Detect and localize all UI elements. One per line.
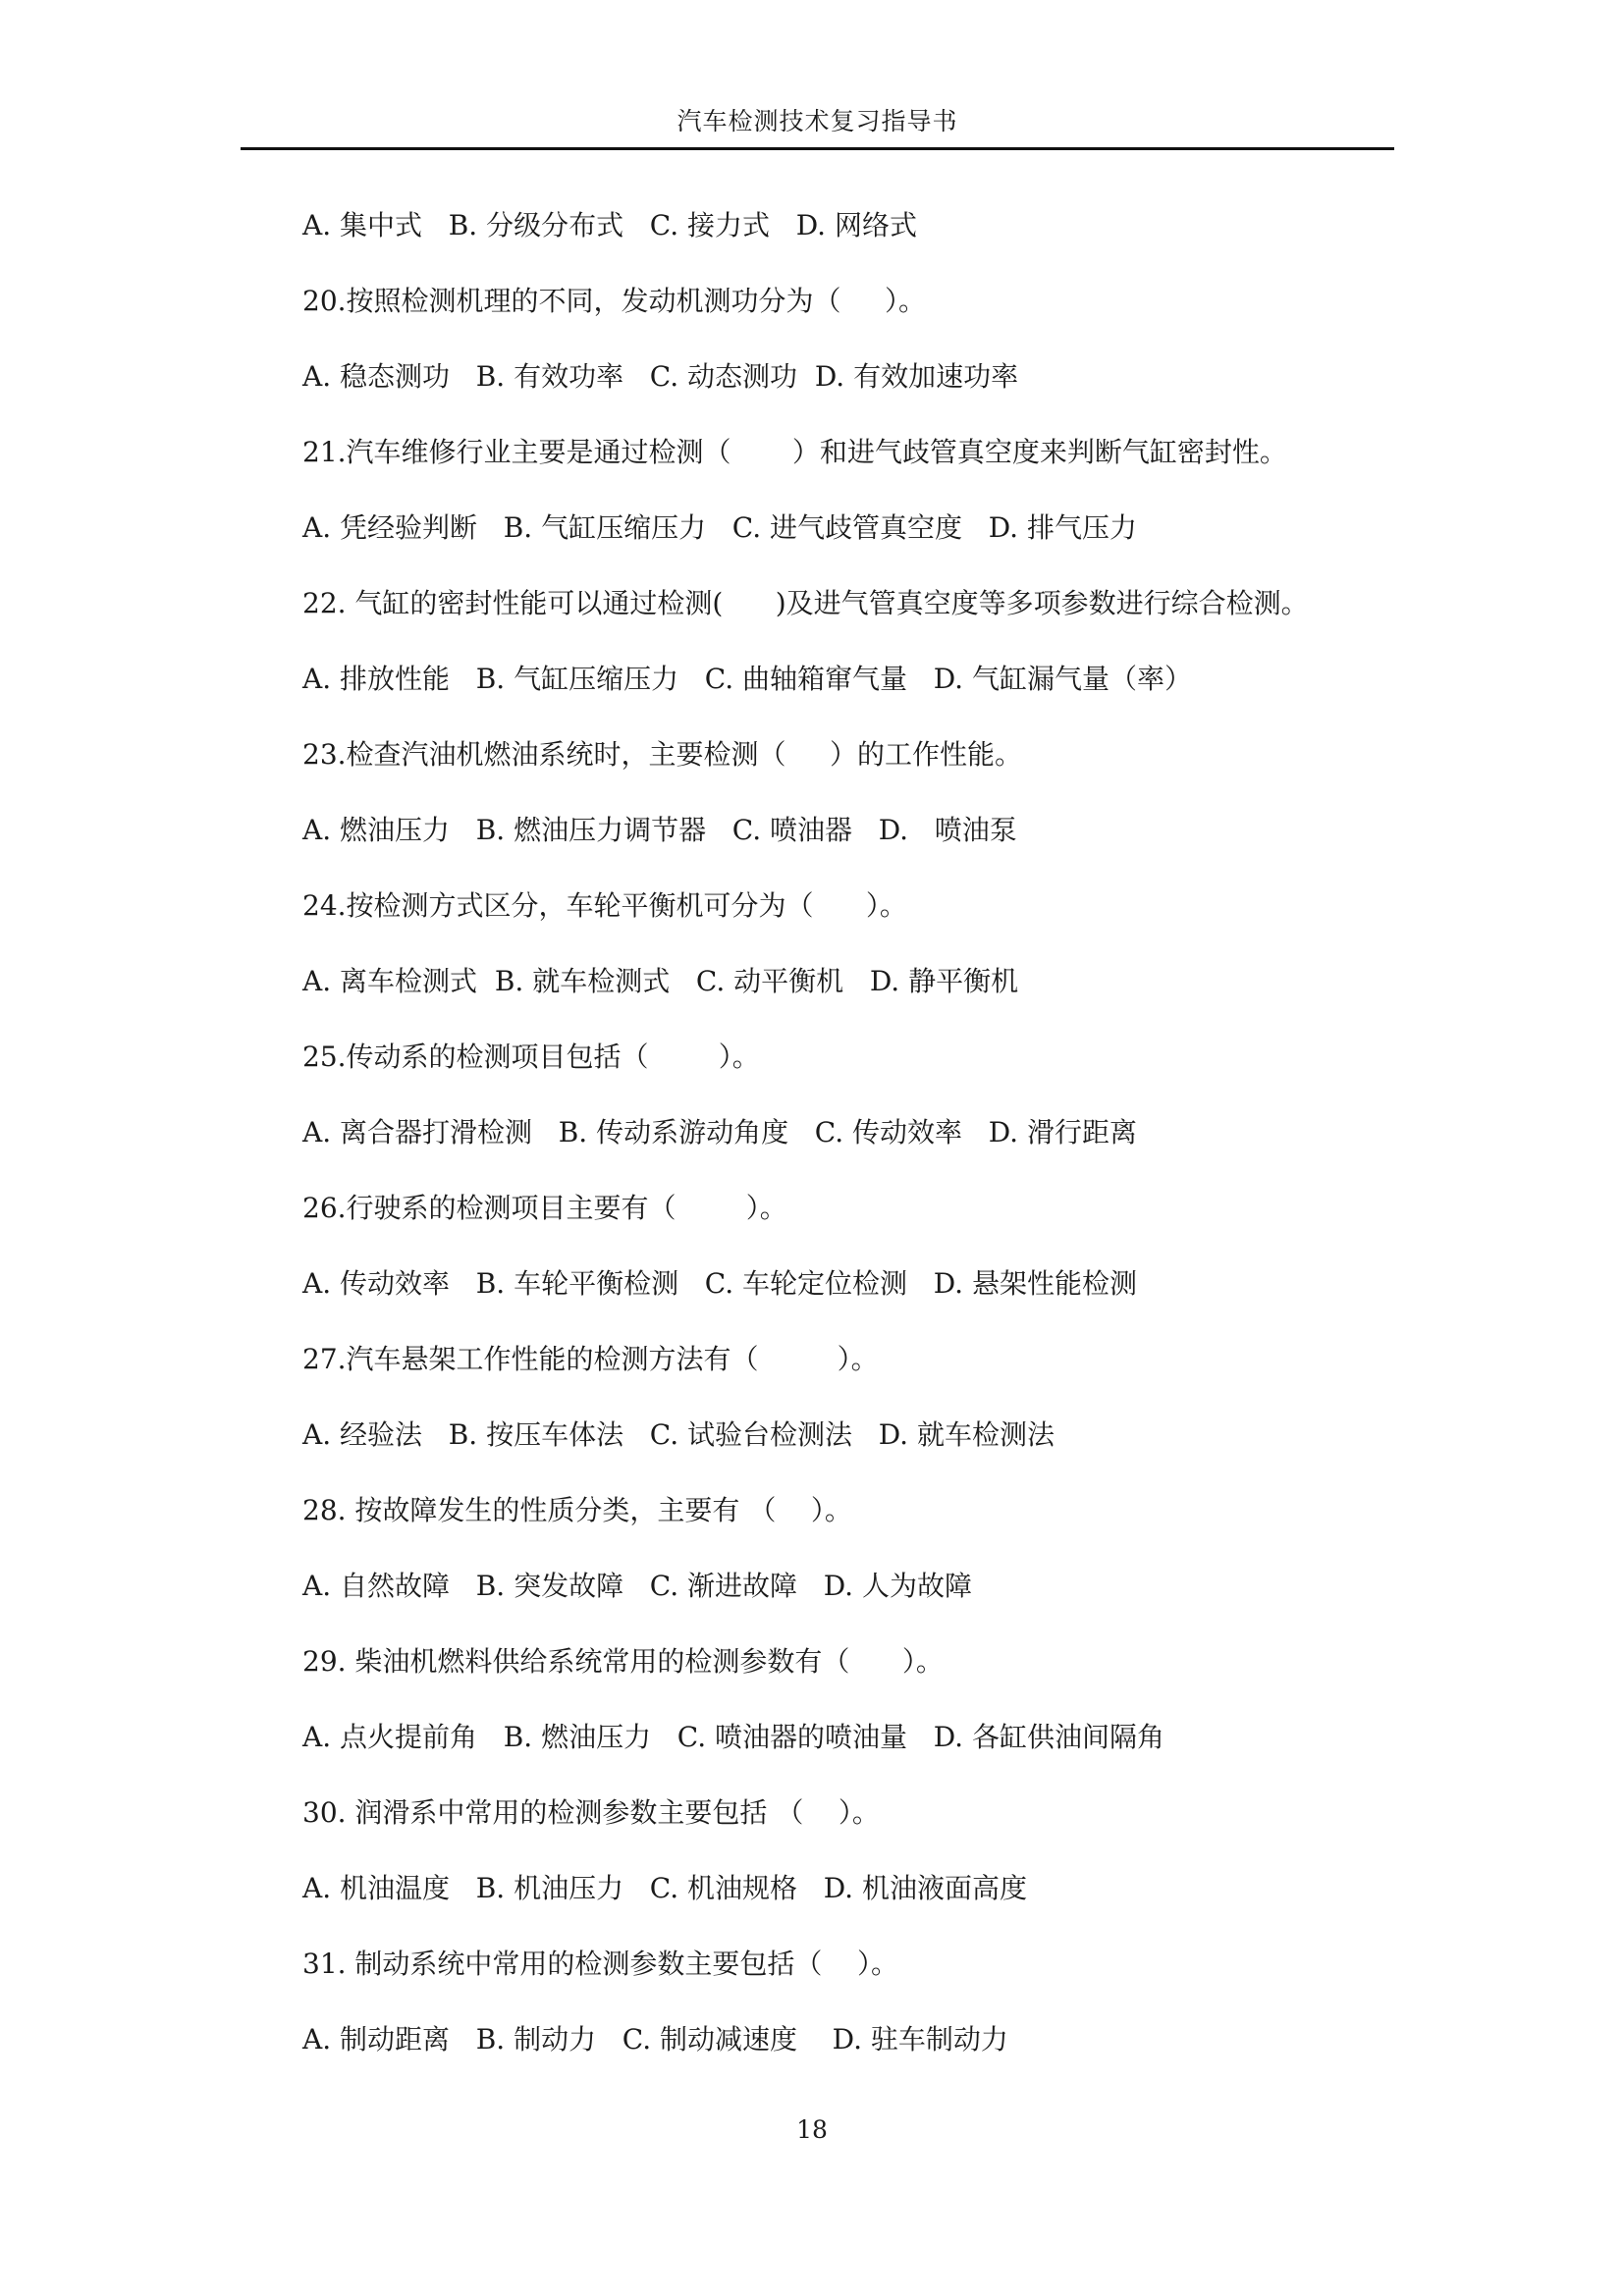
question-29: 29. 柴油机燃料供给系统常用的检测参数有（ ）。 <box>302 1645 944 1678</box>
options-26: A. 传动效率 B. 车轮平衡检测 C. 车轮定位检测 D. 悬架性能检测 <box>302 1267 1137 1300</box>
question-content <box>302 202 1402 2092</box>
options-28: A. 自然故障 B. 突发故障 C. 渐进故障 D. 人为故障 <box>302 1570 972 1602</box>
options-21: A. 凭经验判断 B. 气缸压缩压力 C. 进气歧管真空度 D. 排气压力 <box>302 511 1137 544</box>
header-divider <box>241 147 1394 150</box>
options-31: A. 制动距离 B. 制动力 C. 制动减速度 D. 驻车制动力 <box>302 2023 1008 2056</box>
options-19: A. 集中式 B. 分级分布式 C. 接力式 D. 网络式 <box>302 209 917 241</box>
page-header: 汽车检测技术复习指导书 <box>677 107 958 135</box>
options-27: A. 经验法 B. 按压车体法 C. 试验台检测法 D. 就车检测法 <box>302 1418 1055 1451</box>
question-26: 26.行驶系的检测项目主要有（ ）。 <box>302 1192 787 1224</box>
options-24: A. 离车检测式 B. 就车检测式 C. 动平衡机 D. 静平衡机 <box>302 965 1019 997</box>
page-number: 18 <box>796 2115 828 2144</box>
question-23: 23.检查汽油机燃油系统时，主要检测（ ）的工作性能。 <box>302 738 1023 771</box>
question-30: 30. 润滑系中常用的检测参数主要包括 （ ）。 <box>302 1796 880 1829</box>
options-22: A. 排放性能 B. 气缸压缩压力 C. 曲轴箱窜气量 D. 气缸漏气量（率） <box>302 663 1192 695</box>
question-27: 27.汽车悬架工作性能的检测方法有（ ）。 <box>302 1343 879 1375</box>
question-28: 28. 按故障发生的性质分类，主要有 （ ）。 <box>302 1494 852 1526</box>
question-25: 25.传动系的检测项目包括（ ）。 <box>302 1041 760 1073</box>
question-20: 20.按照检测机理的不同，发动机测功分为（ ）。 <box>302 285 927 317</box>
question-22: 22. 气缸的密封性能可以通过检测( )及进气管真空度等多项参数进行综合检测。 <box>302 587 1309 619</box>
options-25: A. 离合器打滑检测 B. 传动系游动角度 C. 传动效率 D. 滑行距离 <box>302 1116 1137 1148</box>
options-29: A. 点火提前角 B. 燃油压力 C. 喷油器的喷油量 D. 各缸供油间隔角 <box>302 1721 1164 1753</box>
question-31: 31. 制动系统中常用的检测参数主要包括（ ）。 <box>302 1948 899 1980</box>
options-30: A. 机油温度 B. 机油压力 C. 机油规格 D. 机油液面高度 <box>302 1872 1027 1904</box>
question-21: 21.汽车维修行业主要是通过检测（ ）和进气歧管真空度来判断气缸密封性。 <box>302 436 1287 468</box>
options-23: A. 燃油压力 B. 燃油压力调节器 C. 喷油器 D. 喷油泵 <box>302 814 1017 846</box>
options-20: A. 稳态测功 B. 有效功率 C. 动态测功 D. 有效加速功率 <box>302 360 1019 393</box>
question-24: 24.按检测方式区分，车轮平衡机可分为（ ）。 <box>302 889 907 922</box>
